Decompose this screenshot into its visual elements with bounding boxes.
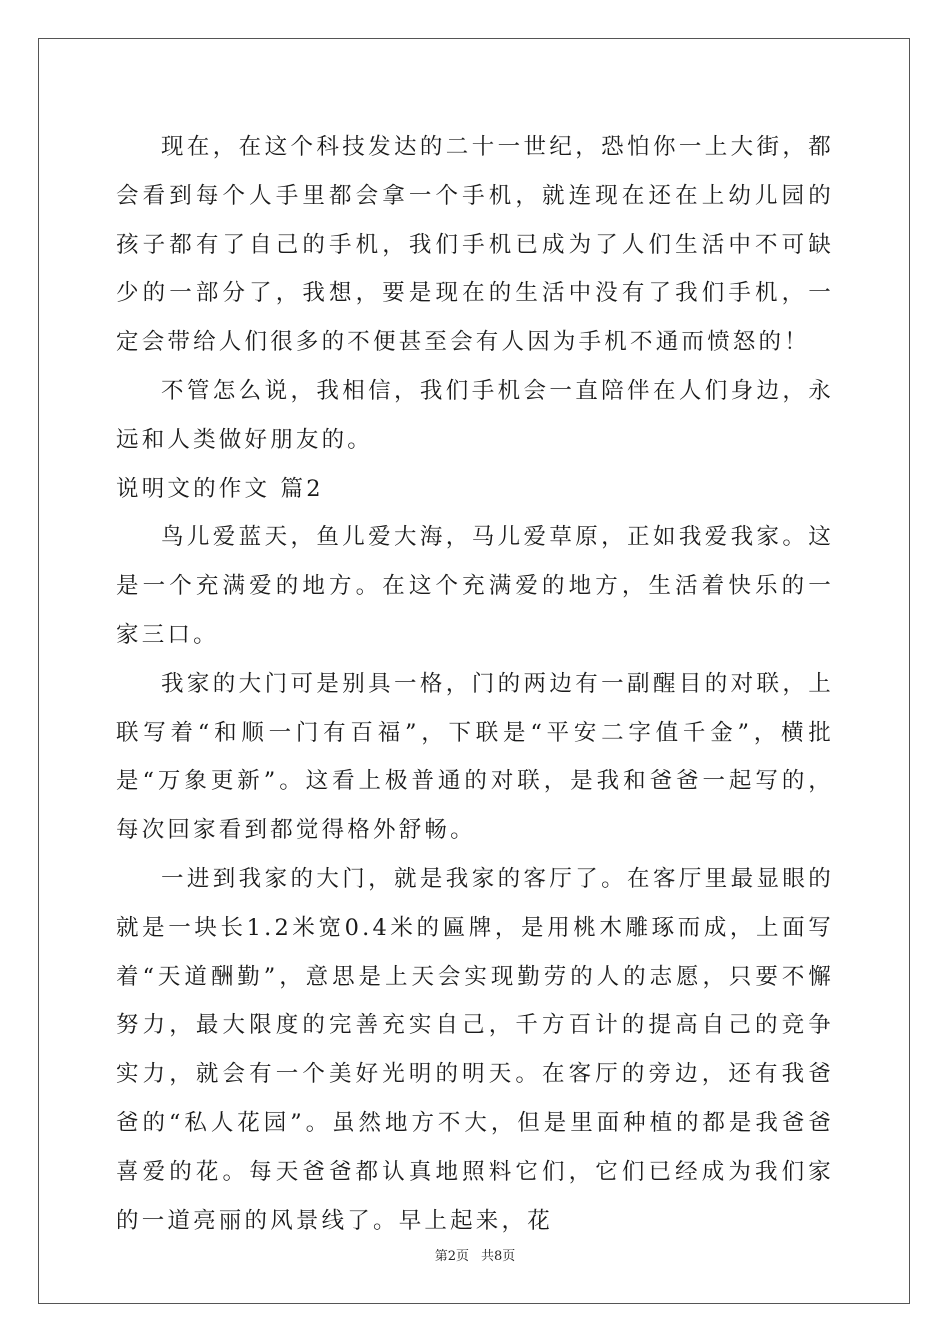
document-body bbox=[116, 123, 834, 1245]
total-pages: 共8页 bbox=[481, 1249, 516, 1264]
paragraph-2: 不管怎么说，我相信，我们手机会一直陪伴在人们身边，永远和人类做好朋友的。 bbox=[116, 377, 834, 453]
paragraph-1: 现在，在这个科技发达的二十一世纪，恐怕你一上大街，都会看到每个人手里都会拿一个手机，就连现在还在上幼儿园的孩子都有了自己的手机，我们手机已成为了人们生活中不可缺少的一部分了，我想，要是现在的生活中没有了我们手机，一定会带给人们很多的不便甚至会有人因为手机不通而愤怒的！ bbox=[116, 134, 834, 356]
page-footer bbox=[0, 1245, 950, 1264]
paragraph-5: 一进到我家的大门，就是我家的客厅了。在客厅里最显眼的就是一块长1.2米宽0.4米的匾牌，是用桃木雕琢而成，上面写着“天道酬勤”，意思是上天会实现勤劳的人的志愿，只要不懈努力，最大限度的完善充实自己，千方百计的提高自己的竞争实力，就会有一个美好光明的明天。在客厅的旁边，还有我爸爸的“私人花园”。虽然地方不大，但是里面种植的都是我爸爸喜爱的花。每天爸爸都认真地照料它们，它们已经成为我们家的一道亮丽的风景线了。早上起来，花 bbox=[116, 865, 834, 1234]
paragraph-4: 我家的大门可是别具一格，门的两边有一副醒目的对联，上联写着“和顺一门有百福”，下联是“平安二字值千金”，横批是“万象更新”。这看上极普通的对联，是我和爸爸一起写的，每次回家看到都觉得格外舒畅。 bbox=[116, 670, 834, 844]
section-heading: 说明文的作文 篇2 bbox=[116, 475, 324, 502]
page-number: 第2页 bbox=[434, 1249, 469, 1264]
paragraph-3: 鸟儿爱蓝天，鱼儿爱大海，马儿爱草原，正如我爱我家。这是一个充满爱的地方。在这个充满爱的地方，生活着快乐的一家三口。 bbox=[116, 524, 834, 648]
